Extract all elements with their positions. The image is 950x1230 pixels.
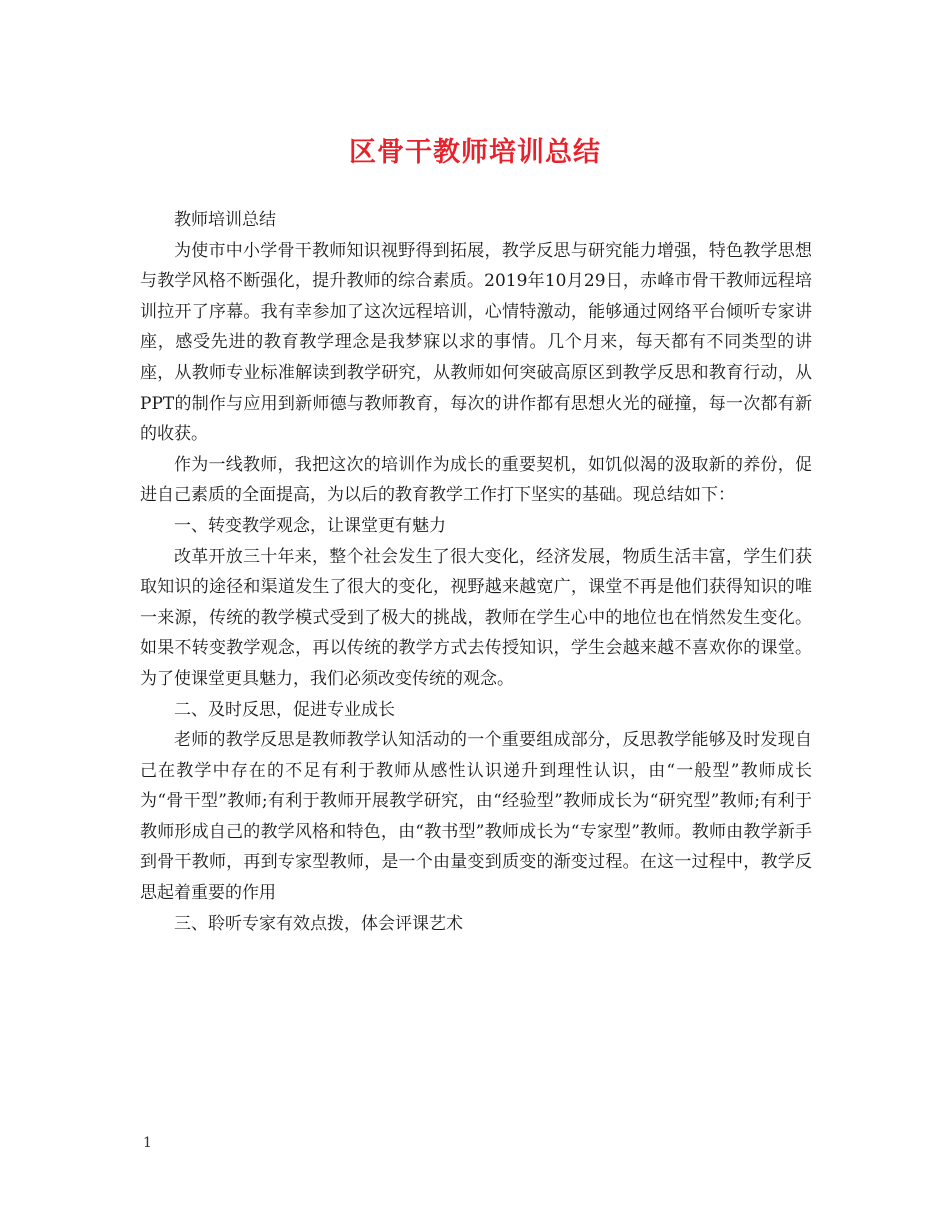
- section-heading-2: 二、及时反思，促进专业成长: [174, 699, 395, 720]
- document-title: 区骨干教师培训总结: [349, 137, 601, 168]
- document-body: [140, 205, 812, 939]
- page-number: 1: [143, 1135, 152, 1151]
- paragraph-subtitle: 教师培训总结: [174, 210, 276, 230]
- paragraph-section-2: 老师的教学反思是教师教学认知活动的一个重要组成部分，反思教学能够及时发现自己在教学中存在的不足有利于教师从感性认识递升到理性认识，由“一般型”教师成长为“骨干型”教师;有利于教师开展教学研究，由“经验型”教师成长为“研究型”教师;有利于教师形成自己的教学风格和特色，由“教书型”教师成长为“专家型”教师。教师由教学新手到骨干教师，再到专家型教师，是一个由量变到质变的渐变过程。在这一过程中，教学反思起着重要的作用: [140, 730, 812, 904]
- paragraph-intro: 为使市中小学骨干教师知识视野得到拓展，教学反思与研究能力增强，特色教学思想与教学风格不断强化，提升教师的综合素质。2019年10月29日，赤峰市骨干教师远程培训拉开了序幕。我有幸参加了这次远程培训，心情特激动，能够通过网络平台倾听专家讲座，感受先进的教育教学理念是我梦寐以求的事情。几个月来，每天都有不同类型的讲座，从教师专业标准解读到教学研究，从教师如何突破高原区到教学反思和教育行动，从PPT的制作与应用到新师德与教师教育，每次的讲作都有思想火光的碰撞，每一次都有新的收获。: [140, 240, 812, 445]
- section-heading-3: 三、聆听专家有效点拨，体会评课艺术: [174, 913, 463, 934]
- section-heading-1: 一、转变教学观念，让课堂更有魅力: [174, 515, 446, 536]
- paragraph-summary-lead: 作为一线教师，我把这次的培训作为成长的重要契机，如饥似渴的汲取新的养份，促进自己素质的全面提高，为以后的教育教学工作打下坚实的基础。现总结如下：: [140, 454, 812, 506]
- paragraph-section-1: 改革开放三十年来，整个社会发生了很大变化，经济发展，物质生活丰富，学生们获取知识的途径和渠道发生了很大的变化，视野越来越宽广，课堂不再是他们获得知识的唯一来源，传统的教学模式受到了极大的挑战，教师在学生心中的地位也在悄然发生变化。如果不转变教学观念，再以传统的教学方式去传授知识，学生会越来越不喜欢你的课堂。为了使课堂更具魅力，我们必须改变传统的观念。: [140, 546, 812, 689]
